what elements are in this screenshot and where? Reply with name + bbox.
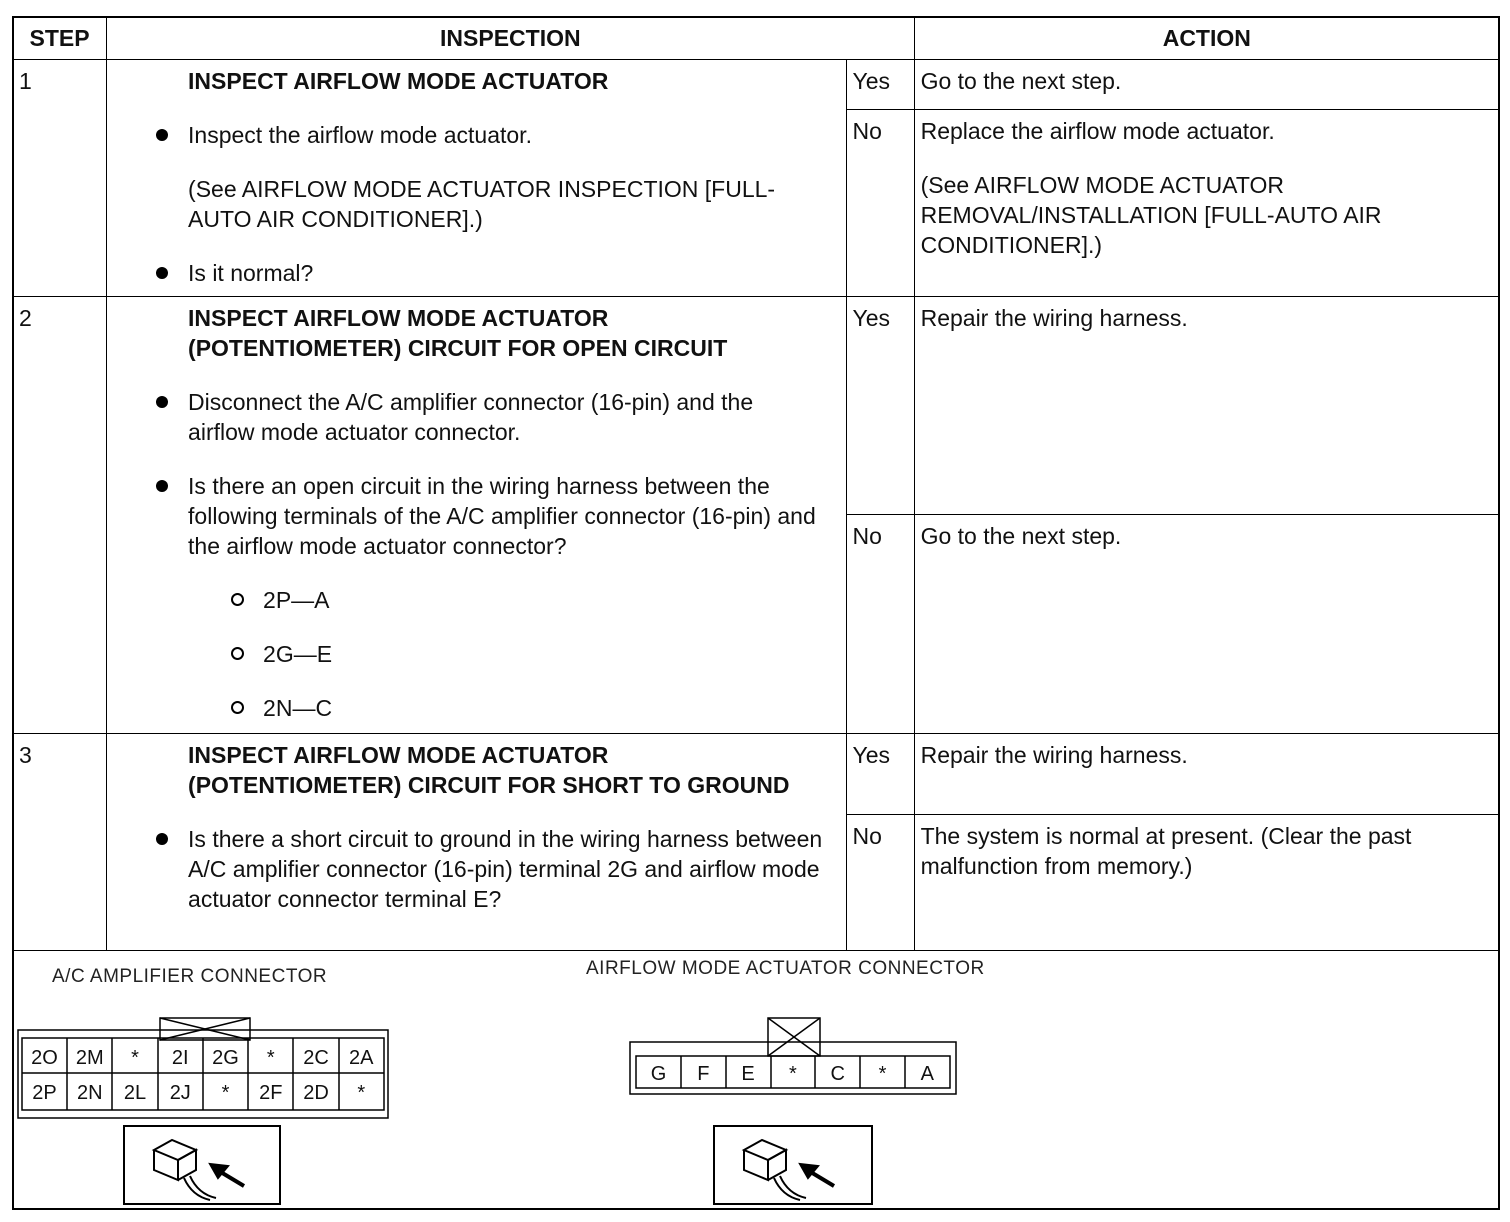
connector-pin-label: 2J bbox=[169, 1082, 191, 1104]
bullet-item: Is there a short circuit to ground in the wiring harness between A/C amplifier connector (16-pin) terminal 2G and airflow mode actuator connector terminal E? bbox=[188, 824, 825, 914]
connector-pin-label: A bbox=[920, 1063, 934, 1085]
harness-view-icon bbox=[124, 1126, 280, 1204]
connector-pin-label: 2O bbox=[31, 1047, 58, 1069]
bullet-item: Inspect the airflow mode actuator. bbox=[188, 120, 825, 150]
connector-pin-label: 2A bbox=[349, 1047, 374, 1069]
connector-pin-label: 2D bbox=[303, 1082, 329, 1104]
connector-pin-label: 2I bbox=[171, 1047, 189, 1069]
connector-pin-label: 2C bbox=[303, 1047, 329, 1069]
yes-action: Repair the wiring harness. bbox=[914, 297, 1499, 515]
no-action: The system is normal at present. (Clear the past malfunction from memory.) bbox=[914, 815, 1499, 951]
connector-drawings bbox=[14, 950, 1498, 1208]
connector-diagrams bbox=[14, 950, 1498, 1208]
step-number: 2 bbox=[13, 297, 107, 734]
connector-pin-label: 2L bbox=[123, 1082, 147, 1104]
terminal-pair: 2G—E bbox=[263, 639, 825, 669]
step-header: STEP bbox=[13, 17, 107, 60]
inspection-header: INSPECTION bbox=[107, 17, 915, 60]
terminal-pair: 2N—C bbox=[263, 693, 825, 723]
connector-pin-label: 2M bbox=[75, 1047, 104, 1069]
no-label: No bbox=[846, 110, 914, 297]
yes-action: Go to the next step. bbox=[914, 60, 1499, 110]
connector-pin-label: * bbox=[221, 1082, 230, 1104]
step-title: INSPECT AIRFLOW MODE ACTUATOR (POTENTIOMETER) CIRCUIT FOR SHORT TO GROUND bbox=[188, 742, 790, 798]
amplifier-connector bbox=[18, 1018, 388, 1118]
connector-pin-label: * bbox=[878, 1063, 887, 1085]
action-header: ACTION bbox=[914, 17, 1499, 60]
yes-label: Yes bbox=[846, 297, 914, 515]
bullet-item: Is there an open circuit in the wiring harness between the following terminals of the A/C amplifier connector (16-pin) and the airflow mode actuator connector? bbox=[188, 471, 825, 561]
amplifier-connector-title: A/C AMPLIFIER CONNECTOR bbox=[52, 966, 328, 987]
connector-pin-label: F bbox=[697, 1063, 710, 1085]
reference-note: (See AIRFLOW MODE ACTUATOR INSPECTION [FULL-AUTO AIR CONDITIONER].) bbox=[188, 176, 776, 232]
connector-pin-label: G bbox=[650, 1063, 667, 1085]
no-label: No bbox=[846, 815, 914, 951]
step-number: 3 bbox=[13, 734, 107, 951]
connector-pin-label: E bbox=[741, 1063, 755, 1085]
action-text: Replace the airflow mode actuator. bbox=[920, 118, 1275, 144]
yes-label: Yes bbox=[846, 734, 914, 815]
bullet-item: Is it normal? bbox=[188, 258, 825, 288]
step-title: INSPECT AIRFLOW MODE ACTUATOR (POTENTIOMETER) CIRCUIT FOR OPEN CIRCUIT bbox=[188, 305, 728, 361]
connector-pin-label: 2P bbox=[32, 1082, 57, 1104]
connector-pin-label: 2F bbox=[259, 1082, 283, 1104]
reference-note: (See AIRFLOW MODE ACTUATOR REMOVAL/INSTALLATION [FULL-AUTO AIR CONDITIONER].) bbox=[920, 172, 1382, 258]
actuator-connector-title: AIRFLOW MODE ACTUATOR CONNECTOR bbox=[586, 958, 985, 979]
connector-pin-label: * bbox=[266, 1047, 275, 1069]
terminal-pair: 2P—A bbox=[263, 585, 825, 615]
no-label: No bbox=[846, 515, 914, 734]
bullet-item: Disconnect the A/C amplifier connector (16-pin) and the airflow mode actuator connector. bbox=[188, 387, 825, 447]
connector-pin-label: * bbox=[357, 1082, 366, 1104]
connector-pin-label: 2G bbox=[212, 1047, 239, 1069]
no-action: Go to the next step. bbox=[914, 515, 1499, 734]
connector-pin-label: * bbox=[131, 1047, 139, 1069]
connector-pin-label: C bbox=[830, 1063, 845, 1085]
yes-action: Repair the wiring harness. bbox=[914, 734, 1499, 815]
connector-pin-label: 2N bbox=[76, 1082, 103, 1104]
step-number: 1 bbox=[13, 60, 107, 297]
yes-label: Yes bbox=[846, 60, 914, 110]
step-title: INSPECT AIRFLOW MODE ACTUATOR bbox=[188, 68, 609, 94]
harness-view-icon bbox=[714, 1126, 872, 1204]
connector-pin-label: * bbox=[789, 1063, 797, 1085]
